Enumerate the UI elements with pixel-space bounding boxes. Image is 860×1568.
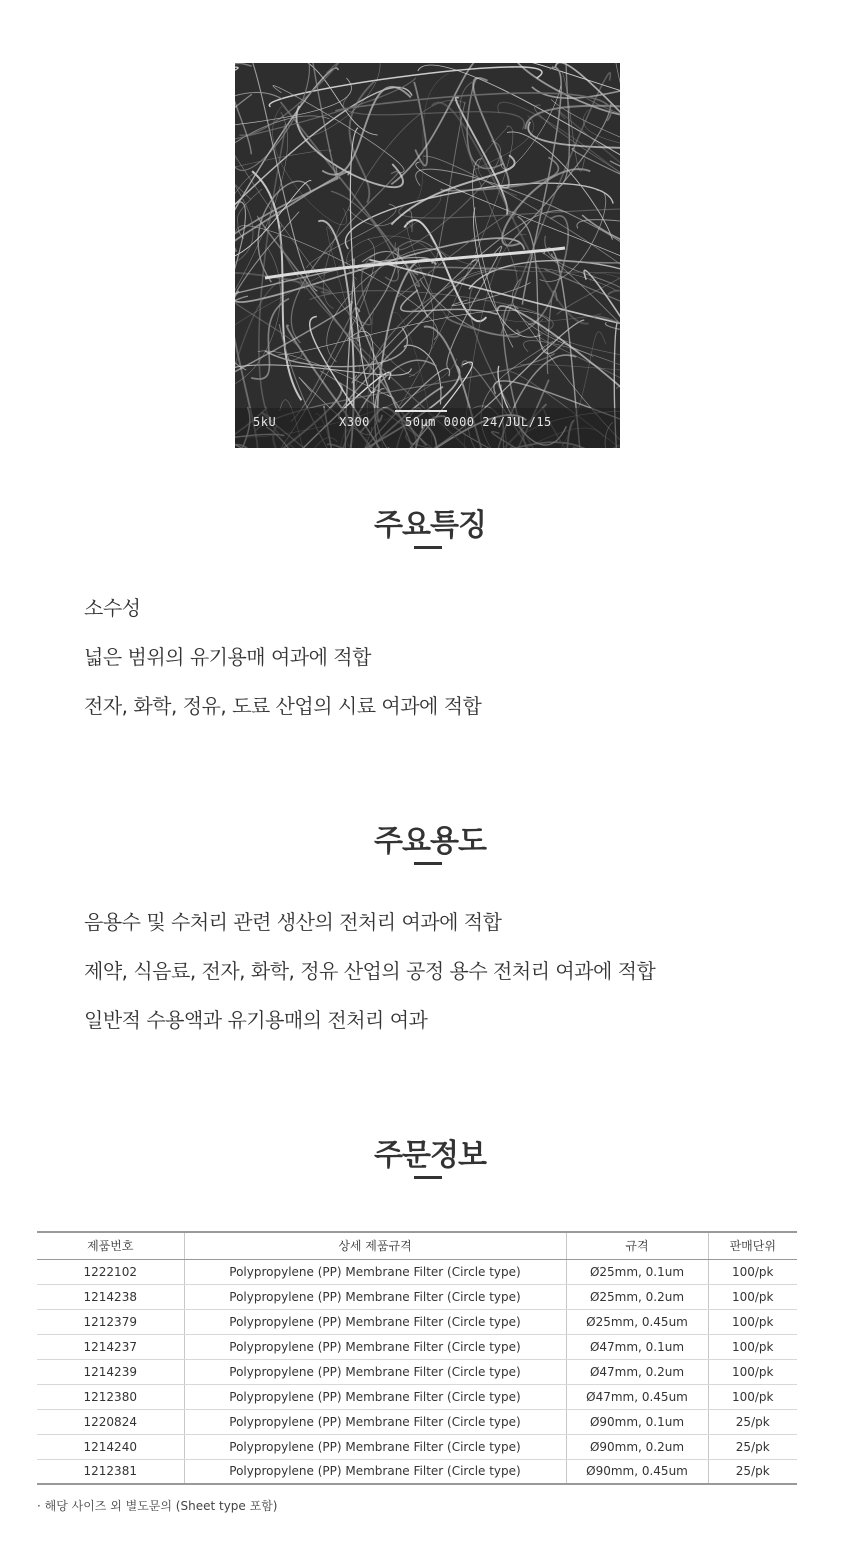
cell-code: 1214238 [37,1284,184,1309]
cell-spec: Ø25mm, 0.2um [566,1284,708,1309]
table-row [37,1284,797,1309]
table-row [37,1309,797,1334]
cell-unit: 100/pk [708,1384,797,1409]
cell-description: Polypropylene (PP) Membrane Filter (Circle type) [184,1259,566,1284]
cell-description: Polypropylene (PP) Membrane Filter (Circle type) [184,1384,566,1409]
cell-unit: 100/pk [708,1309,797,1334]
order-title-underline [414,1176,442,1179]
cell-code: 1212381 [37,1459,184,1484]
cell-spec: Ø47mm, 0.1um [566,1334,708,1359]
header-product-code: 제품번호 [37,1232,184,1259]
list-item: 소수성 [84,596,141,620]
micrograph-caption [235,414,620,430]
table-row [37,1359,797,1384]
cell-unit: 25/pk [708,1459,797,1484]
cell-description: Polypropylene (PP) Membrane Filter (Circle type) [184,1284,566,1309]
list-item: 전자, 화학, 정유, 도료 산업의 시료 여과에 적합 [84,694,482,718]
table-row [37,1434,797,1459]
fiber-texture [235,63,620,448]
cell-code: 1214237 [37,1334,184,1359]
cell-code: 1220824 [37,1409,184,1434]
sem-micrograph-image [235,63,620,448]
order-table [37,1231,797,1485]
table-row [37,1334,797,1359]
cell-unit: 100/pk [708,1334,797,1359]
cell-code: 1214240 [37,1434,184,1459]
cell-code: 1214239 [37,1359,184,1384]
cell-code: 1222102 [37,1259,184,1284]
list-item: 제약, 식음료, 전자, 화학, 정유 산업의 공정 용수 전처리 여과에 적합 [84,959,656,983]
list-item: 일반적 수용액과 유기용매의 전처리 여과 [84,1008,428,1032]
cell-description: Polypropylene (PP) Membrane Filter (Circle type) [184,1359,566,1384]
cell-description: Polypropylene (PP) Membrane Filter (Circle type) [184,1309,566,1334]
uses-title-underline [414,862,442,865]
uses-list [84,898,655,1045]
cell-unit: 100/pk [708,1259,797,1284]
table-row [37,1459,797,1484]
cell-code: 1212380 [37,1384,184,1409]
features-list [84,584,481,731]
caption-magnification: X300 [339,415,370,429]
cell-spec: Ø25mm, 0.45um [566,1309,708,1334]
features-title-underline [414,546,442,549]
cell-unit: 25/pk [708,1409,797,1434]
cell-spec: Ø47mm, 0.45um [566,1384,708,1409]
caption-voltage: 5kU [253,415,277,429]
cell-description: Polypropylene (PP) Membrane Filter (Circle type) [184,1409,566,1434]
order-title: 주문정보 [374,1138,486,1173]
cell-description: Polypropylene (PP) Membrane Filter (Circle type) [184,1334,566,1359]
uses-title: 주요용도 [374,824,486,859]
table-row [37,1259,797,1284]
list-item: 음용수 및 수처리 관련 생산의 전처리 여과에 적합 [84,910,502,934]
table-header-row [37,1232,797,1259]
cell-spec: Ø90mm, 0.2um [566,1434,708,1459]
cell-description: Polypropylene (PP) Membrane Filter (Circle type) [184,1434,566,1459]
header-sales-unit: 판매단위 [708,1232,797,1259]
cell-spec: Ø90mm, 0.45um [566,1459,708,1484]
cell-description: Polypropylene (PP) Membrane Filter (Circle type) [184,1459,566,1484]
cell-spec: Ø90mm, 0.1um [566,1409,708,1434]
cell-code: 1212379 [37,1309,184,1334]
cell-unit: 100/pk [708,1359,797,1384]
cell-unit: 25/pk [708,1434,797,1459]
scale-bar [395,410,447,412]
header-description: 상세 제품규격 [184,1232,566,1259]
cell-unit: 100/pk [708,1284,797,1309]
header-spec: 규격 [566,1232,708,1259]
cell-spec: Ø25mm, 0.1um [566,1259,708,1284]
cell-spec: Ø47mm, 0.2um [566,1359,708,1384]
table-row [37,1384,797,1409]
footnote: · 해당 사이즈 외 별도문의 (Sheet type 포함) [37,1499,278,1513]
list-item: 넓은 범위의 유기용매 여과에 적합 [84,645,371,669]
features-title: 주요특징 [374,508,486,543]
caption-scale-date: 50µm 0000 24/JUL/15 [405,415,552,429]
table-row [37,1409,797,1434]
